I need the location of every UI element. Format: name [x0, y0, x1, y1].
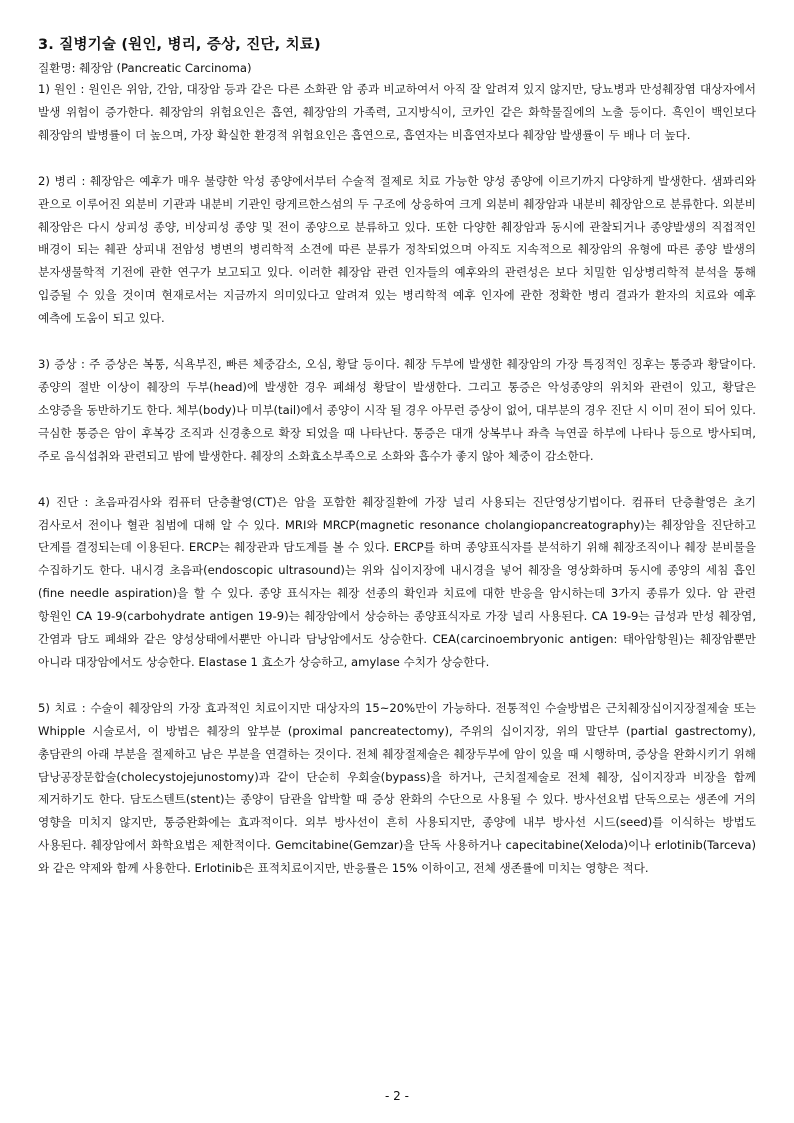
paragraph-gap [38, 330, 756, 353]
paragraph-diagnosis: 4) 진단 : 초음파검사와 컴퓨터 단층촬영(CT)은 암을 포함한 췌장질환에 가장 널리 사용되는 진단영상기법이다. 컴퓨터 단층촬영은 초기 검사로서 전이나 혈관 침범에 대해 알 수 있다. MRI와 MRCP(magnetic resonance cholangiopancreatography)는 췌장암을 진단하고 단계를 결정되는데 이용된다. ERCP는 췌장관과 담도계를 볼 수 있다. ERCP를 하며 종양표식자를 분석하기 위해 췌장조직이나 췌장 분비물을 수집하기도 한다. 내시경 초음파(endoscopic ultrasound)는 위와 십이지장에 내시경을 넣어 췌장을 영상화하며 동시에 종양의 세침 흡인 (fine needle aspiration)을 할 수 있다. 종양 표식자는 췌장 선종의 확인과 치료에 대한 반응을 암시하는데 3가지 종류가 있다. 암 관련 항원인 CA 19-9(carbohydrate antigen 19-9)는 췌장암에서 상승하는 종양표식자로 가장 널리 사용된다. CA 19-9는 급성과 만성 췌장염, 간염과 담도 폐쇄와 같은 양성상태에서뿐만 아니라 담낭암에서도 상승한다. CEA(carcinoembryonic antigen: 태아암항원)는 췌장암뿐만 아니라 대장암에서도 상승한다. Elastase 1 효소가 상승하고, amylase 수치가 상승한다. [38, 494, 756, 669]
section-title: 3. 질병기술 (원인, 병리, 증상, 진단, 치료) [38, 37, 321, 53]
page-number: - 2 - [385, 1089, 409, 1103]
paragraph-cause: 1) 원인 : 원인은 위암, 간암, 대장암 등과 같은 다른 소화관 암 종과 비교하여서 아직 잘 알려져 있지 않지만, 당뇨병과 만성췌장염 대상자에서 발생 위험이 증가한다. 췌장암의 위험요인은 흡연, 췌장암의 가족력, 고지방식이, 코카인 같은 화학물질에의 노출 등이다. 흑인이 백인보다 췌장암의 발병률이 더 높으며, 가장 확실한 환경적 위험요인은 흡연으로, 흡연자는 비흡연자보다 췌장암 발생률이 두 배나 더 높다. [38, 82, 756, 142]
paragraph-gap [38, 468, 756, 491]
disease-name: 질환명: 췌장암 (Pancreatic Carcinoma) [38, 61, 252, 75]
paragraph-gap [38, 674, 756, 697]
paragraph-pathology: 2) 병리 : 췌장암은 예후가 매우 불량한 악성 종양에서부터 수술적 절제로 치료 가능한 양성 종양에 이르기까지 다양하게 발생한다. 샘꽈리와 관으로 이루어진 외분비 기관과 내분비 기관인 랑게르한스섬의 두 구조에 상응하여 크게 외분비 췌장암과 내분비 췌장암으로 분류한다. 외분비 췌장암은 다시 상피성 종양, 비상피성 종양 및 전이 종양으로 분류하고 있다. 또한 다양한 췌장암과 동시에 관찰되거나 종양발생의 직접적인 배경이 되는 췌관 상피내 전암성 병변의 병리학적 소견에 따른 분류가 정착되었으며 아직도 지속적으로 췌장암의 유형에 따른 종양 발생의 분자생물학적 기전에 관한 연구가 보고되고 있다. 이러한 췌장암 관련 인자들의 예후와의 관련성은 보다 치밀한 임상병리학적 분석을 통해 입증될 수 있을 것이며 현재로서는 지금까지 의미있다고 알려져 있는 병리학적 예후 인자에 관한 정확한 병리 결과가 환자의 치료와 예후 예측에 도움이 되고 있다. [38, 173, 756, 326]
paragraph-treatment: 5) 치료 : 수술이 췌장암의 가장 효과적인 치료이지만 대상자의 15~20%만이 가능하다. 전통적인 수술방법은 근치췌장십이지장절제술 또는 Whipple 시술로서, 이 방법은 췌장의 앞부분 (proximal pancreatectomy), 주위의 십이지장, 위의 말단부 (partial gastrectomy), 총담관의 아래 부분을 절제하고 남은 부분을 연결하는 것이다. 전체 췌장절제술은 췌장두부에 암이 있을 때 시행하며, 증상을 완화시키기 위해 담낭공장문합술(cholecystojejunostomy)과 같이 단순히 우회술(bypass)을 하거나, 근치절제술로 전체 췌장, 십이지장과 비장을 함께 제거하기도 한다. 담도스텐트(stent)는 종양이 담관을 압박할 때 증상 완화의 수단으로 사용될 수 있다. 방사선요법 단독으로는 생존에 거의 영향을 미치지 않지만, 통증완화에는 효과적이다. 외부 방사선이 흔히 사용되지만, 종양에 내부 방사선 시드(seed)를 이식하는 방법도 사용된다. 췌장암에서 화학요법은 제한적이다. Gemcitabine(Gemzar)을 단독 사용하거나 capecitabine(Xeloda)이나 erlotinib(Tarceva)와 같은 약제와 함께 사용한다. Erlotinib은 표적치료이지만, 반응률은 15% 이하이고, 전체 생존률에 미치는 영향은 적다. [38, 700, 756, 876]
paragraph-symptoms: 3) 증상 : 주 증상은 복통, 식욕부진, 빠른 체중감소, 오심, 황달 등이다. 췌장 두부에 발생한 췌장암의 가장 특징적인 징후는 통증과 황달이다. 종양의 절반 이상이 췌장의 두부(head)에 발생한 경우 폐쇄성 황달이 발생한다. 그리고 통증은 악성종양의 위치와 관련이 있고, 황달은 소양증을 동반하기도 한다. 체부(body)나 미부(tail)에서 종양이 시작 될 경우 아무런 증상이 없어, 대부분의 경우 진단 시 이미 전이 되어 있다. 극심한 통증은 암이 후복강 조직과 신경총으로 확장 되었을 때 나타난다. 통증은 대개 상복부나 좌측 늑연골 하부에 나타나 등으로 방사되며, 주로 음식섭취와 관련되고 밤에 발생한다. 췌장의 소화효소부족으로 소화와 흡수가 좋지 않아 체중이 감소한다. [38, 357, 756, 463]
document-page [38, 34, 756, 880]
paragraph-gap [38, 147, 756, 170]
